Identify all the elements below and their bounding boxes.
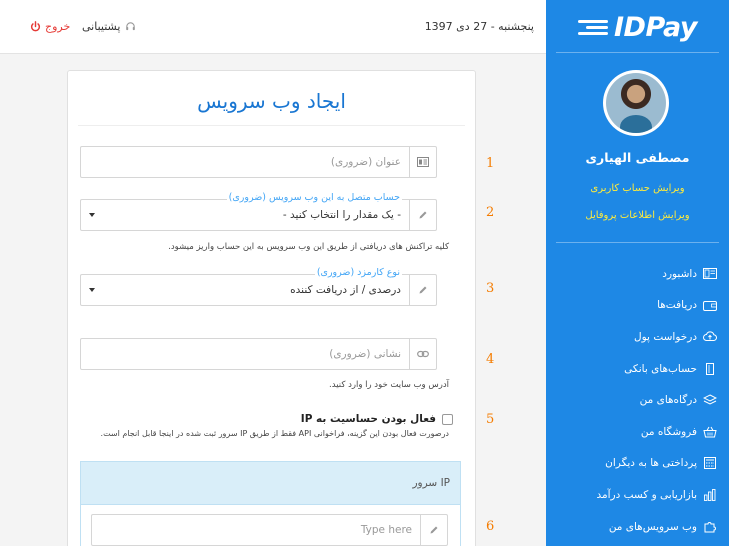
- fee-field-addon: [409, 275, 436, 305]
- cloud-upload-icon: [703, 331, 717, 343]
- annotation-number: 1: [486, 156, 495, 171]
- sidebar-item-label: درخواست پول: [634, 330, 697, 343]
- annotation-number: 5: [486, 412, 495, 427]
- pencil-icon: [418, 210, 428, 220]
- sidebar-item-webservices[interactable]: [546, 511, 729, 543]
- fee-field: [80, 267, 437, 306]
- support-label: پشتیبانی: [82, 20, 121, 33]
- wallet-icon: [703, 299, 717, 311]
- fee-field-legend: نوع کارمزد (ضروری): [316, 267, 400, 278]
- bank-icon: [703, 363, 717, 375]
- chart-icon: [703, 489, 717, 501]
- ip-sensitivity-checkbox[interactable]: [442, 414, 453, 425]
- address-help-text: آدرس وب سایت خود را وارد کنید.: [329, 380, 449, 390]
- top-bar: [0, 0, 546, 54]
- sidebar-menu: [546, 258, 729, 542]
- server-ip-panel: [80, 461, 461, 546]
- server-ip-label: IP سرور: [412, 477, 450, 489]
- account-field-addon: [409, 200, 436, 230]
- id-card-icon: [417, 157, 429, 167]
- avatar-image: [606, 73, 666, 133]
- edit-account-link[interactable]: ویرایش حساب کاربری: [590, 183, 685, 194]
- server-ip-field: [91, 514, 448, 546]
- address-input[interactable]: [81, 339, 409, 369]
- fee-select[interactable]: [81, 275, 409, 305]
- power-icon: [30, 21, 41, 32]
- server-ip-input[interactable]: [92, 515, 420, 545]
- sidebar-divider: [556, 242, 719, 243]
- ip-sensitivity-toggle[interactable]: [301, 413, 453, 425]
- sidebar-item-payments[interactable]: [546, 448, 729, 480]
- pencil-icon: [418, 285, 428, 295]
- sidebar-item-receipts[interactable]: [546, 290, 729, 322]
- address-field-addon: [409, 339, 436, 369]
- sidebar-item-label: بازاریابی و کسب درآمد: [596, 488, 697, 501]
- ip-sensitivity-label: فعال بودن حساسیت به IP: [300, 413, 436, 425]
- puzzle-icon: [703, 521, 717, 533]
- sidebar-item-label: فروشگاه من: [640, 425, 697, 438]
- page-title: ایجاد وب سرویس: [197, 89, 346, 113]
- support-link[interactable]: [82, 20, 136, 33]
- logout-label: خروج: [45, 20, 71, 33]
- title-field: [80, 146, 437, 178]
- account-field-legend: حساب متصل به این وب سرویس (ضروری): [228, 192, 400, 203]
- account-select[interactable]: [81, 200, 409, 230]
- brand-name: IDPay: [613, 11, 697, 43]
- pencil-icon: [429, 525, 439, 535]
- fee-select-value: درصدی / از دریافت کننده: [290, 284, 401, 296]
- title-field-addon: [409, 147, 436, 177]
- create-webservice-card: [67, 70, 476, 546]
- sidebar-item-label: حساب‌های بانکی: [624, 362, 697, 375]
- headset-icon: [125, 21, 136, 32]
- annotation-number: 6: [486, 519, 495, 534]
- account-select-value: - یک مقدار را انتخاب کنید -: [282, 209, 401, 221]
- basket-icon: [703, 426, 717, 438]
- title-input[interactable]: [81, 147, 409, 177]
- sidebar-item-marketing[interactable]: [546, 479, 729, 511]
- chevron-down-icon: [89, 288, 95, 292]
- sidebar-item-label: درگاه‌های من: [639, 394, 697, 407]
- chevron-down-icon: [89, 213, 95, 217]
- account-help-text: کلیه تراکنش های دریافتی از طریق این وب سرویس به این حساب واریز میشود.: [168, 242, 449, 252]
- sidebar-item-label: دریافت‌ها: [657, 299, 697, 312]
- account-field: [80, 192, 437, 231]
- sidebar-item-label: وب سرویس‌های من: [608, 520, 697, 533]
- logo-lines: [578, 20, 608, 35]
- address-field: [80, 338, 437, 370]
- layers-icon: [703, 394, 717, 406]
- brand-logo[interactable]: [546, 8, 729, 46]
- server-ip-panel-header: [81, 462, 460, 505]
- current-date: پنجشنبه - 27 دی 1397: [424, 20, 534, 33]
- calculator-icon: [703, 457, 717, 469]
- sidebar-item-dashboard[interactable]: [546, 258, 729, 290]
- sidebar-item-store[interactable]: [546, 416, 729, 448]
- sidebar-item-label: پرداختی ها به دیگران: [605, 457, 697, 470]
- annotation-number: 3: [486, 281, 495, 296]
- sidebar-item-bank-accounts[interactable]: [546, 353, 729, 385]
- dashboard-icon: [703, 268, 717, 280]
- edit-profile-link[interactable]: ویرایش اطلاعات پروفایل: [585, 210, 690, 221]
- sidebar-item-money-request[interactable]: [546, 321, 729, 353]
- sidebar-item-label: داشبورد: [662, 267, 697, 280]
- ip-sensitivity-help: درصورت فعال بودن این گزینه، فراخوانی API فقط از طریق IP سرور ثبت شده در اینجا قابل انجام است.: [100, 429, 449, 438]
- sidebar-divider: [556, 52, 719, 53]
- annotation-number: 4: [486, 352, 495, 367]
- sidebar-item-gateways[interactable]: [546, 384, 729, 416]
- user-name: مصطفی الهیاری: [585, 150, 690, 165]
- server-ip-addon: [420, 515, 447, 545]
- avatar[interactable]: [603, 70, 669, 136]
- link-icon: [417, 350, 429, 358]
- annotation-number: 2: [486, 205, 495, 220]
- title-divider: [78, 125, 465, 126]
- logout-button[interactable]: [30, 20, 70, 33]
- sidebar: [546, 0, 729, 546]
